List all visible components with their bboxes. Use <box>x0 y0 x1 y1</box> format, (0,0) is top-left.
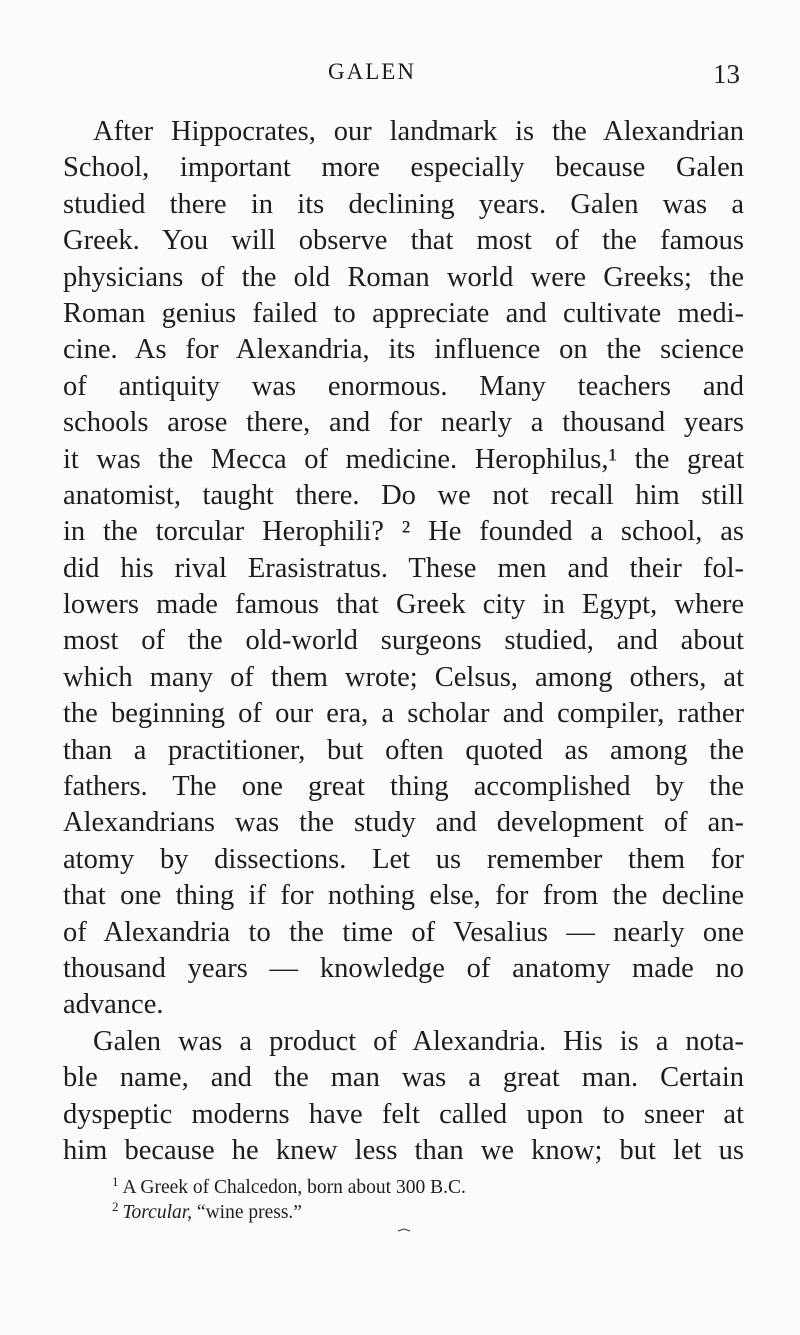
text-line: him because he knew less than we know; but let us <box>63 1134 744 1166</box>
text-line: Alexandrians was the study and development of an- <box>63 807 744 839</box>
text-line: cine. As for Alexandria, its influence on the science <box>63 334 744 366</box>
text-line: After Hippocrates, our landmark is the Alexandrian <box>93 116 744 147</box>
text-line: schools arose there, and for nearly a thousand years <box>63 407 744 439</box>
text-line: did his rival Erasistratus. These men and their fol- <box>63 552 744 584</box>
footnote-1 <box>112 1175 712 1200</box>
text-line: anatomist, taught there. Do we not recall him still <box>63 479 744 511</box>
text-line: in the torcular Herophili? ² He founded a school, as <box>63 516 744 548</box>
text-line: dyspeptic moderns have felt called upon to sneer at <box>63 1098 744 1130</box>
text-line: atomy by dissections. Let us remember them for <box>63 843 744 875</box>
text-line: most of the old-world surgeons studied, and about <box>63 625 744 657</box>
text-line: that one thing if for nothing else, for from the decline <box>63 880 744 912</box>
text-line: Galen was a product of Alexandria. His is a nota- <box>93 1025 744 1057</box>
page-number: 13 <box>713 59 740 89</box>
text-line: of antiquity was enormous. Many teachers and <box>63 370 744 402</box>
text-line: thousand years — knowledge of anatomy made no <box>63 952 744 984</box>
text-line: it was the Mecca of medicine. Herophilus,¹ the great <box>63 443 744 475</box>
printer-mark-icon <box>397 1227 411 1233</box>
footnote-text: “wine press.” <box>192 1202 302 1223</box>
text-line: of Alexandria to the time of Vesalius — nearly one <box>63 916 744 948</box>
text-line: than a practitioner, but often quoted as among the <box>63 734 744 766</box>
text-line: lowers made famous that Greek city in Egypt, where <box>63 589 744 621</box>
running-title: GALEN <box>328 59 416 84</box>
text-line: Roman genius failed to appreciate and cultivate medi- <box>63 297 744 329</box>
body-text <box>63 114 744 1169</box>
footnote-term: Torcular, <box>122 1202 193 1223</box>
text-line: physicians of the old Roman world were Greeks; the <box>63 261 744 293</box>
text-line: ble name, and the man was a great man. Certain <box>63 1062 744 1094</box>
footnote-text: A Greek of Chalcedon, born about 300 <box>122 1177 431 1198</box>
text-line: School, important more especially because Galen <box>63 152 744 184</box>
text-line: studied there in its declining years. Galen was a <box>63 188 744 220</box>
footnote-number: 1 <box>112 1173 119 1189</box>
text-line: fathers. The one great thing accomplished by the <box>63 771 744 803</box>
footnote-number: 2 <box>112 1198 119 1214</box>
text-line: which many of them wrote; Celsus, among others, at <box>63 661 744 693</box>
footnote-era: B.C. <box>430 1177 466 1198</box>
footnote-2 <box>112 1200 712 1225</box>
text-line: the beginning of our era, a scholar and compiler, rather <box>63 698 744 730</box>
footnotes <box>112 1175 712 1225</box>
text-line: advance. <box>63 989 164 1021</box>
text-line: Greek. You will observe that most of the famous <box>63 225 744 257</box>
